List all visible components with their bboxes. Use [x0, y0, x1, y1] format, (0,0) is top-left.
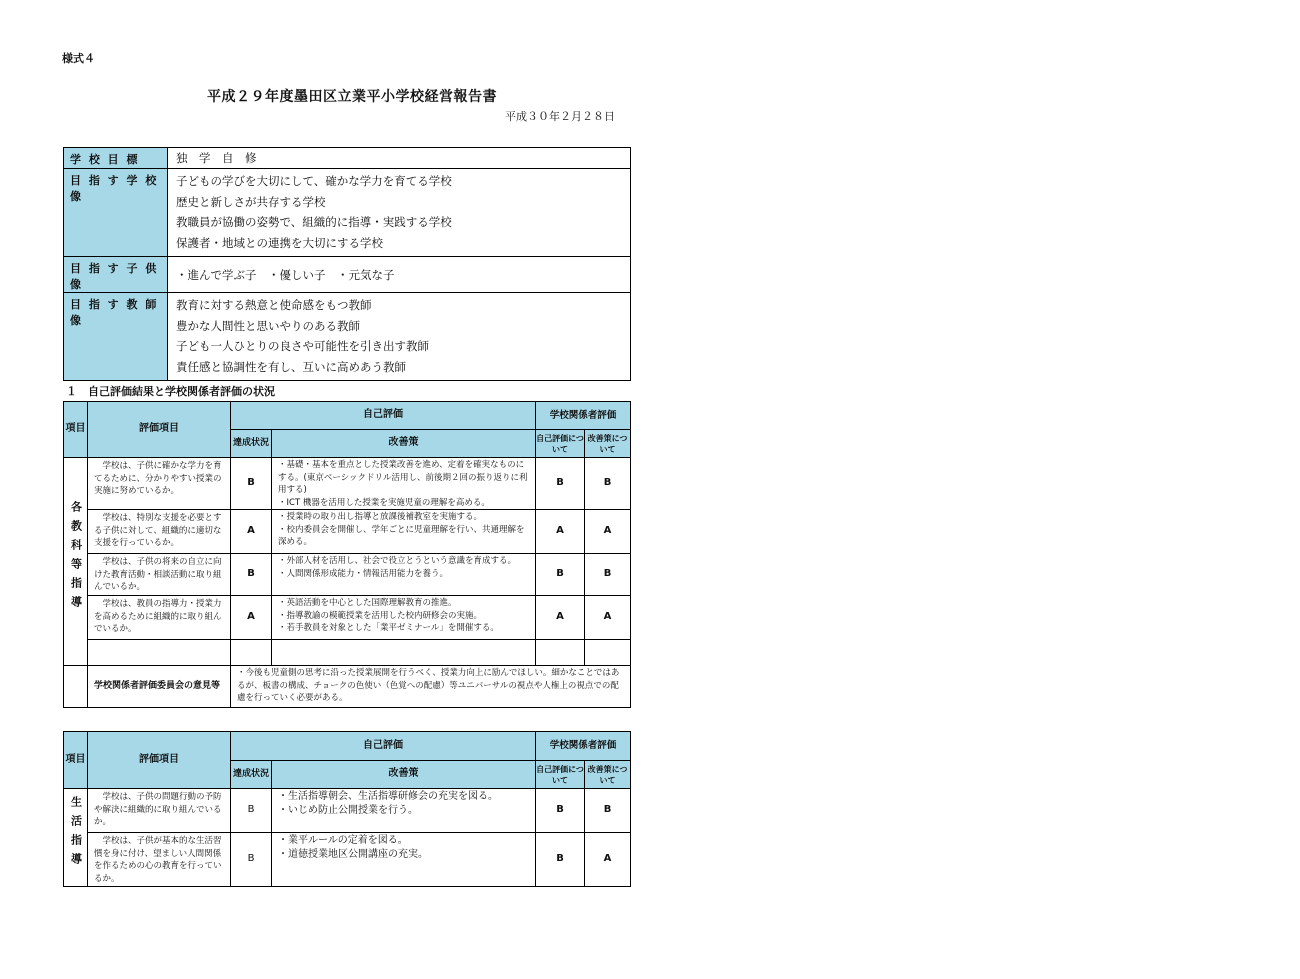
header-on-self-eval: 自己評価について [536, 761, 585, 789]
category-life-guidance [64, 789, 88, 887]
ideal-school-list [168, 169, 631, 257]
header-eval-item: 評価項目 [88, 732, 231, 789]
header-eval-item: 評価項目 [88, 402, 231, 458]
header-improvement: 改善策 [272, 430, 536, 458]
ideal-child: ・進んで学ぶ子 ・優しい子 ・元気な子 [168, 257, 631, 293]
empty-cell [536, 640, 585, 666]
opinion-label: 学校関係者評価委員会の意見等 [88, 666, 231, 708]
ideal-teacher-item: 子ども一人ひとりの良さや可能性を引き出す教師 [176, 339, 429, 354]
plan-line: ・校内委員会を開催し、学年ごとに児童理解を行い、共通理解を深める。 [278, 524, 525, 547]
achievement-grade: A [231, 510, 272, 554]
self-eval-grade: B [536, 789, 585, 833]
eval-item: 学校は、特別な支援を必要とする子供に対して、組織的に適切な支援を行っているか。 [88, 510, 231, 554]
section-heading: １ 自己評価結果と学校関係者評価の状況 [66, 385, 275, 398]
ideal-teacher-list [168, 293, 631, 381]
header-category: 項目 [64, 732, 88, 789]
empty-cell [272, 640, 536, 666]
eval-item: 学校は、子供の将来の自立に向けた教育活動・相談活動に取り組んでいるか。 [88, 554, 231, 596]
header-stakeholder-eval: 学校関係者評価 [536, 402, 631, 430]
header-improvement: 改善策 [272, 761, 536, 789]
plan-line: ・授業時の取り出し指導と放課後補教室を実施する。 [278, 512, 483, 522]
ideal-school-item: 子どもの学びを大切にして、確かな学力を育てる学校 [176, 174, 452, 188]
evaluation-table-life-guidance [63, 731, 631, 887]
header-on-improvement: 改善策について [585, 430, 631, 458]
plan-line: ・ICT 機器を活用した授業を実施児童の理解を高める。 [278, 497, 490, 508]
header-achievement: 達成状況 [231, 430, 272, 458]
plan-line: ・道徳授業地区公開講座の充実。 [278, 848, 428, 860]
document-title: 平成２９年度墨田区立業平小学校経営報告書 [207, 89, 497, 105]
header-self-eval: 自己評価 [231, 732, 536, 761]
eval-item: 学校は、子供に確かな学力を育てるために、分かりやすい授業の実施に努めているか。 [88, 458, 231, 510]
plan-line: ・外部人材を活用し、社会で役立とうという意識を育成する。 [278, 556, 517, 566]
self-eval-grade: A [536, 596, 585, 640]
eval-item: 学校は、子供の問題行動の予防や解決に組織的に取り組んでいるか。 [88, 789, 231, 833]
ideal-school-item: 歴史と新しさが共存する学校 [176, 194, 326, 209]
improvement-grade: A [585, 510, 631, 554]
ideal-child-label: 目 指 す 子 供 像 [64, 257, 168, 293]
ideal-school-item: 保護者・地域との連携を大切にする学校 [176, 236, 383, 251]
improvement-grade: B [585, 554, 631, 596]
ideal-teacher-item: 教育に対する熱意と使命感をもつ教師 [176, 298, 372, 312]
improvement-plan [272, 789, 536, 833]
improvement-plan [272, 510, 536, 554]
header-self-eval: 自己評価 [231, 402, 536, 430]
ideal-teacher-label: 目 指 す 教 師 像 [64, 293, 168, 381]
school-goal-label: 学 校 目 標 [64, 148, 168, 169]
eval-item: 学校は、子供が基本的な生活習慣を身に付け、望ましい人間関係を作るための心の教育を行っているか。 [88, 833, 231, 887]
empty-cell [64, 666, 88, 708]
achievement-grade: B [231, 833, 272, 887]
plan-line: ・業平ルールの定着を図る。 [278, 835, 408, 846]
improvement-grade: A [585, 833, 631, 887]
empty-cell [231, 640, 272, 666]
improvement-grade: B [585, 789, 631, 833]
achievement-grade: B [231, 789, 272, 833]
plan-line: ・英語活動を中心とした国際理解教育の推進。 [278, 598, 457, 608]
category-subjects [64, 458, 88, 666]
achievement-grade: B [231, 554, 272, 596]
category-subjects-label: 各教科等指導 [69, 500, 83, 615]
header-category: 項目 [64, 402, 88, 458]
plan-line: ・人間関係形成能力・情報活用能力を養う。 [278, 568, 449, 579]
plan-line: ・いじめ防止公開授業を行う。 [278, 804, 418, 816]
self-eval-grade: B [536, 554, 585, 596]
header-on-improvement: 改善策について [585, 761, 631, 789]
ideal-teacher-item: 豊かな人間性と思いやりのある教師 [176, 318, 360, 333]
plan-line: ・基礎・基本を重点とした授業改善を進め、定着を確実なものにする。(東京ベーシックドリル活用し、前後期２回の振り返りに利用する) [278, 460, 528, 495]
achievement-grade: B [231, 458, 272, 510]
form-number: 様式４ [62, 52, 95, 65]
eval-item: 学校は、教員の指導力・授業力を高めるために組織的に取り組んでいるか。 [88, 596, 231, 640]
self-eval-grade: B [536, 833, 585, 887]
ideal-teacher-item: 責任感と協調性を有し、互いに高めあう教師 [176, 360, 406, 375]
plan-line: ・指導教諭の模範授業を活用した校内研修会の実施。 [278, 610, 483, 621]
evaluation-table-subjects [63, 401, 631, 708]
committee-opinion: ・今後も児童側の思考に沿った授業展開を行うべく、授業力向上に励んでほしい。細かなことではあるが、板書の構成、チョークの色使い（色覚への配慮）等ユニバーサルの視点や人権上の視点での配慮を行っていく必要がある。 [231, 666, 631, 708]
achievement-grade: A [231, 596, 272, 640]
header-stakeholder-eval: 学校関係者評価 [536, 732, 631, 761]
self-eval-grade: B [536, 458, 585, 510]
header-achievement: 達成状況 [231, 761, 272, 789]
empty-cell [88, 640, 231, 666]
ideal-school-label: 目 指 す 学 校 像 [64, 169, 168, 257]
plan-line: ・若手教員を対象とした「業平ゼミナール」を開催する。 [278, 623, 499, 633]
category-life-guidance-label: 生活指導 [69, 795, 83, 872]
document-date: 平成３０年２月２８日 [505, 110, 615, 123]
improvement-plan [272, 833, 536, 887]
improvement-plan [272, 596, 536, 640]
improvement-plan [272, 458, 536, 510]
self-eval-grade: A [536, 510, 585, 554]
school-goal: 独 学 自 修 [168, 148, 631, 169]
header-on-self-eval: 自己評価について [536, 430, 585, 458]
ideal-school-item: 教職員が協働の姿勢で、組織的に指導・実践する学校 [176, 215, 452, 230]
empty-cell [585, 640, 631, 666]
school-goals-table [63, 147, 631, 381]
improvement-grade: A [585, 596, 631, 640]
improvement-plan [272, 554, 536, 596]
plan-line: ・生活指導朝会、生活指導研修会の充実を図る。 [278, 791, 498, 802]
improvement-grade: B [585, 458, 631, 510]
